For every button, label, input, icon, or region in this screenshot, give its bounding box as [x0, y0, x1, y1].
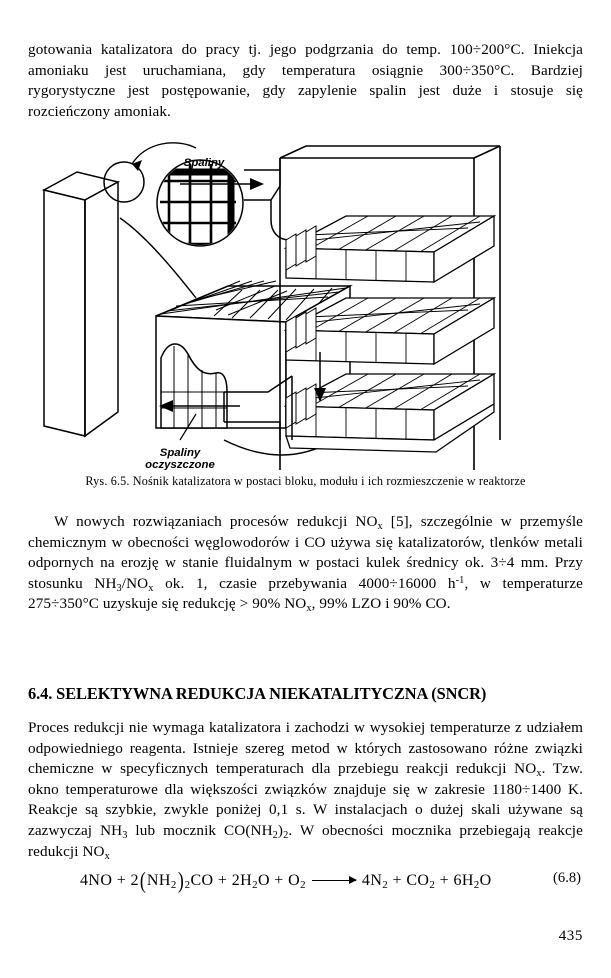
sncr-sub-4: 2 — [283, 829, 289, 841]
paragraph-nox-text — [28, 512, 583, 615]
paragraph-sncr — [28, 718, 583, 862]
eq-paren-open: ( — [139, 868, 147, 893]
paragraph-top — [28, 40, 583, 122]
sncr-sub-5: x — [104, 850, 110, 862]
eq-lhs-sub-4: 2 — [300, 879, 306, 892]
sncr-seg-2: . Tzw. okno temperaturowe dla większości związków znajduje się w zakresie 1180÷1400 K. Reakcje są szybkie, zwykle poniżej 0,1 s. W instalacjach o dużej skali używane są zazwyczaj NH — [28, 760, 583, 839]
eq-rhs-sub-1: 2 — [382, 879, 389, 892]
sncr-seg-4: ) — [277, 821, 284, 839]
figure-6-5 — [28, 140, 583, 470]
label-outlet-spaliny: Spaliny — [159, 447, 201, 459]
equation-number: (6.8) — [553, 870, 581, 886]
sncr-sub-3: 2 — [272, 829, 278, 841]
eq-rhs-3: + 6H — [435, 872, 474, 890]
reaction-arrow-icon — [312, 880, 356, 881]
nox-sub-2: 3 — [116, 582, 122, 594]
reactor-bed-layer-1 — [286, 216, 494, 282]
eq-lhs-sub-2: 2 — [184, 879, 191, 892]
equation-expression — [80, 868, 492, 894]
catalyst-block-slab — [44, 172, 118, 436]
eq-lhs-3: CO + 2H — [190, 872, 253, 890]
eq-rhs-sub-2: 2 — [429, 879, 436, 892]
nox-seg-3: /NO — [121, 574, 149, 592]
nox-sub-3: x — [148, 582, 154, 594]
equation-6-8 — [28, 866, 583, 900]
paragraph-sncr-text — [28, 718, 583, 862]
nox-seg-2: [5], szczególnie w przemyśle chemicznym w obecności węglowodorów i CO używa się katalizatorów, tlenków metali odpornych na erozję w stanie fluidalnym w postaci kulek średnicy ok. 3÷4 mm. Przy stosunku NH — [28, 513, 584, 592]
figure-drawing — [28, 140, 583, 470]
eq-rhs-1: 4N — [361, 872, 383, 890]
eq-lhs-2: NH — [146, 872, 171, 890]
paragraph-nox — [28, 512, 583, 615]
reactor-inlet-duct — [244, 158, 290, 240]
eq-lhs-sub-3: 2 — [252, 879, 258, 892]
sncr-seg-1: Proces redukcji nie wymaga katalizatora i zachodzi w wysokiej temperaturze z udziałem odpowiedniego reagenta. Istnieje szereg metod w których zastosowano różne związki chemiczne w specyficznych temperaturach dla przebiegu reakcji redukcji NO — [28, 719, 583, 778]
eq-rhs-2: + CO — [388, 872, 430, 890]
sncr-seg-3: lub mocznik CO(NH — [127, 821, 273, 839]
eq-lhs-1: 4NO + 2 — [80, 872, 139, 890]
nox-sup-1: -1 — [455, 574, 465, 586]
sncr-sub-1: x — [536, 768, 542, 780]
honeycomb-detail — [157, 160, 243, 250]
eq-lhs-4: O + O — [257, 872, 301, 890]
paragraph-top-text: gotowania katalizatora do pracy tj. jego podgrzania do temp. 100÷200°C. Iniekcja amoniaku jest uruchamiana, gdy temperatura osiągnie 300÷350°C. Bardziej rygorystyczne jest postępowanie, gdy zapylenie spalin jest duże i stosuje się rozcieńczony amoniak. — [28, 41, 583, 120]
sncr-sub-2: 3 — [122, 829, 128, 841]
eq-rhs-4: O — [479, 872, 492, 890]
figure-caption: Rys. 6.5. Nośnik katalizatora w postaci bloku, modułu i ich rozmieszczenie w reaktorze — [85, 474, 526, 488]
nox-seg-4: ok. 1, czasie przebywania 4000÷16000 h — [153, 574, 456, 592]
nox-seg-6: , 99% LZO i 90% CO. — [311, 595, 451, 613]
section-heading: 6.4. SELEKTYWNA REDUKCJA NIEKATALITYCZNA (SNCR) — [28, 683, 487, 703]
label-inlet-spaliny: Spaliny — [183, 157, 225, 169]
sncr-seg-5: . W obecności mocznika przebiegają reakcje redukcji NO — [28, 821, 583, 860]
page-number: 435 — [558, 928, 583, 944]
eq-rhs-sub-3: 2 — [473, 879, 480, 892]
eq-paren-close: ) — [177, 868, 184, 893]
label-outlet-oczyszczone: oczyszczone — [145, 459, 215, 470]
nox-seg-5: , w temperaturze 275÷350°C uzyskuje się redukcję > 90% NO — [28, 574, 584, 613]
nox-seg-1: W nowych rozwiązaniach procesów redukcji NO — [54, 513, 378, 530]
eq-lhs-sub-1: 2 — [170, 879, 177, 892]
nox-sub-4: x — [306, 603, 312, 615]
nox-sub-1: x — [377, 520, 383, 532]
